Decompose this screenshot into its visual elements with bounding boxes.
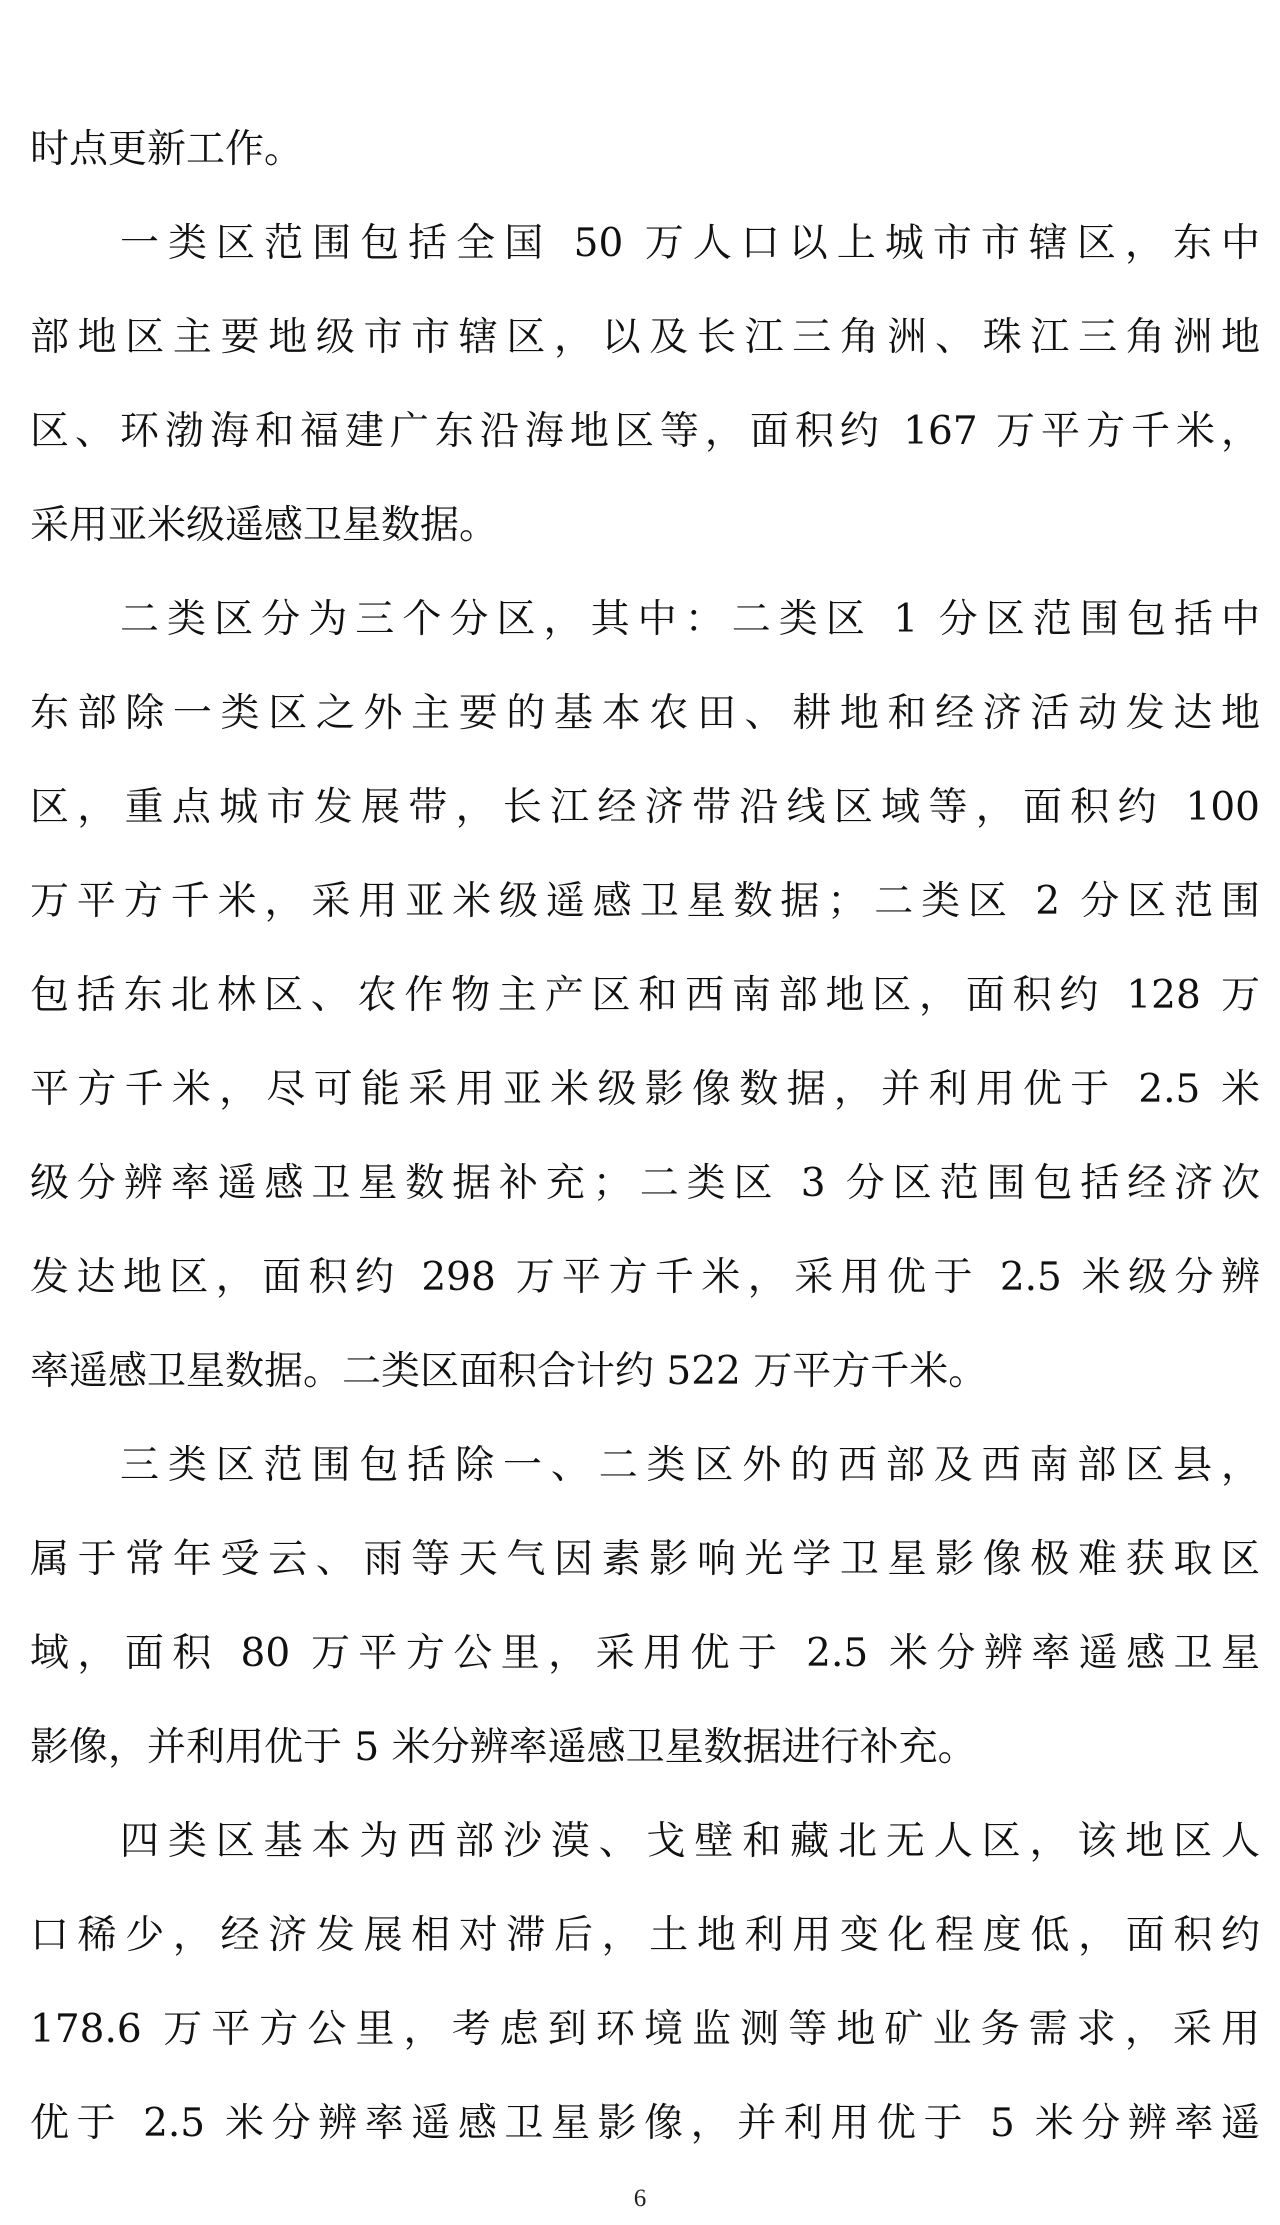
page-number: 6: [633, 2185, 647, 2212]
paragraph-first-line: 三类区范围包括除一、二类区外的西部及西南部区县，: [120, 1443, 1260, 1488]
text-line: 部地区主要地级市市辖区，以及长江三角洲、珠江三角洲地: [30, 315, 1260, 360]
paragraph-first-line: 一类区范围包括全国 50 万人口以上城市市辖区，东中: [120, 221, 1260, 266]
text-line: 东部除一类区之外主要的基本农田、耕地和经济活动发达地: [30, 691, 1260, 736]
text-line: 影像，并利用优于 5 米分辨率遥感卫星数据进行补充。: [30, 1725, 977, 1770]
text-line: 178.6 万平方公里，考虑到环境监测等地矿业务需求，采用: [30, 2007, 1260, 2052]
paragraph-first-line: 二类区分为三个分区，其中：二类区 1 分区范围包括中: [120, 597, 1260, 642]
text-line: 率遥感卫星数据。二类区面积合计约 522 万平方千米。: [30, 1349, 988, 1394]
text-line: 属于常年受云、雨等天气因素影响光学卫星影像极难获取区: [30, 1537, 1260, 1582]
text-line: 时点更新工作。: [30, 127, 304, 172]
text-line: 采用亚米级遥感卫星数据。: [30, 503, 499, 548]
text-line: 级分辨率遥感卫星数据补充；二类区 3 分区范围包括经济次: [30, 1161, 1260, 1206]
paragraph-first-line: 四类区基本为西部沙漠、戈壁和藏北无人区，该地区人: [120, 1819, 1260, 1864]
text-line: 发达地区，面积约 298 万平方千米，采用优于 2.5 米级分辨: [30, 1255, 1260, 1300]
text-line: 区，重点城市发展带，长江经济带沿线区域等，面积约 100: [30, 785, 1260, 830]
text-line: 域，面积 80 万平方公里，采用优于 2.5 米分辨率遥感卫星: [30, 1631, 1260, 1676]
body-text: [30, 103, 1260, 2171]
text-line: 口稀少，经济发展相对滞后，土地利用变化程度低，面积约: [30, 1913, 1260, 1958]
text-line: 区、环渤海和福建广东沿海地区等，面积约 167 万平方千米，: [30, 409, 1260, 454]
text-line: 优于 2.5 米分辨率遥感卫星影像，并利用优于 5 米分辨率遥: [30, 2101, 1260, 2146]
text-line: 万平方千米，采用亚米级遥感卫星数据；二类区 2 分区范围: [30, 879, 1260, 924]
text-line: 平方千米，尽可能采用亚米级影像数据，并利用优于 2.5 米: [30, 1067, 1260, 1112]
text-line: 包括东北林区、农作物主产区和西南部地区，面积约 128 万: [30, 973, 1260, 1018]
